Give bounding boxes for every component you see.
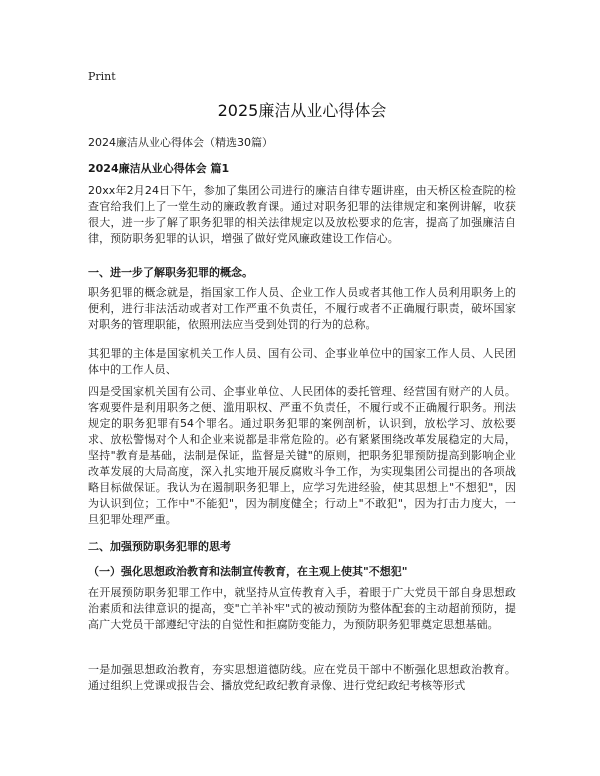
paragraph-1: 20xx年2月24日下午，参加了集团公司进行的廉洁自律专题讲座，由天桥区检查院的检查官给我们上了一堂生动的廉政教育课。通过对职务犯罪的法律规定和案例讲解，收获很大，进一步了解了职务犯罪的相关法律规定以及放松要求的危害，提高了加强廉洁自律，预防职务犯罪的认识，增强了做好党风廉政建设工作信心。 (88, 184, 516, 245)
document-subtitle: 2024廉洁从业心得体会（精选30篇） (88, 136, 273, 149)
paragraph-4: 四是受国家机关国有公司、企事业单位、人民团体的委托管理、经营国有财产的人员。客观要件是利用职务之便、滥用职权、严重不负责任，不履行或不正确履行职务。刑法规定的职务犯罪有54个罪名。通过职务犯罪的案例剖析，认识到，放松学习、放松要求、放松警惕对个人和企业来说都是非常危险的。必有紧紧围绕改革发展稳定的大局，坚持"教育是基础，法制是保证，监督是关键"的原则，把职务犯罪预防提高到影响企业改革发展的大局高度，深入扎实地开展反腐败斗争工作，为实现集团公司提出的各项战略目标做保证。我认为在遏制职务犯罪上，应学习先进经验，使其思想上"不想犯"，因为认识到位；工作中"不能犯"，因为制度健全；行动上"不敢犯"，因为打击力度大，一旦犯罪处理严重。 (88, 385, 516, 526)
heading-2: 二、加强预防职务犯罪的思考 (88, 540, 231, 553)
paragraph-5: 在开展预防职务犯罪工作中，就坚持从宣传教育入手，着眼于广大党员干部自身思想政治素质和法律意识的提高，变"亡羊补牢"式的被动预防为整体配套的主动超前预防，提高广大党员干部遵纪守法的自觉性和拒腐防变能力，为预防职务犯罪奠定思想基础。 (88, 586, 516, 631)
paragraph-6: 一是加强思想政治教育，夯实思想道德防线。应在党员干部中不断强化思想政治教育。通过组织上党课或报告会、播放党纪政纪教育录像、进行党纪政纪考核等形式 (88, 663, 516, 692)
document-title: 2025廉洁从业心得体会 (217, 101, 387, 120)
paragraph-2: 职务犯罪的概念就是，指国家工作人员、企业工作人员或者其他工作人员利用职务上的便利，进行非法活动或者对工作严重不负责任，不履行或者不正确履行职责，破坏国家对职务的管理职能，依照刑法应当受到处罚的行为的总称。 (88, 286, 516, 331)
print-link[interactable]: Print (88, 70, 116, 83)
subheading-1: （一）强化思想政治教育和法制宣传教育，在主观上使其"不想犯" (88, 565, 408, 578)
section-title: 2024廉洁从业心得体会 篇1 (88, 162, 230, 175)
paragraph-3: 其犯罪的主体是国家机关工作人员、国有公司、企事业单位中的国家工作人员、人民团体中的工作人员、 (88, 347, 516, 376)
heading-1: 一、进一步了解职务犯罪的概念。 (88, 266, 253, 279)
